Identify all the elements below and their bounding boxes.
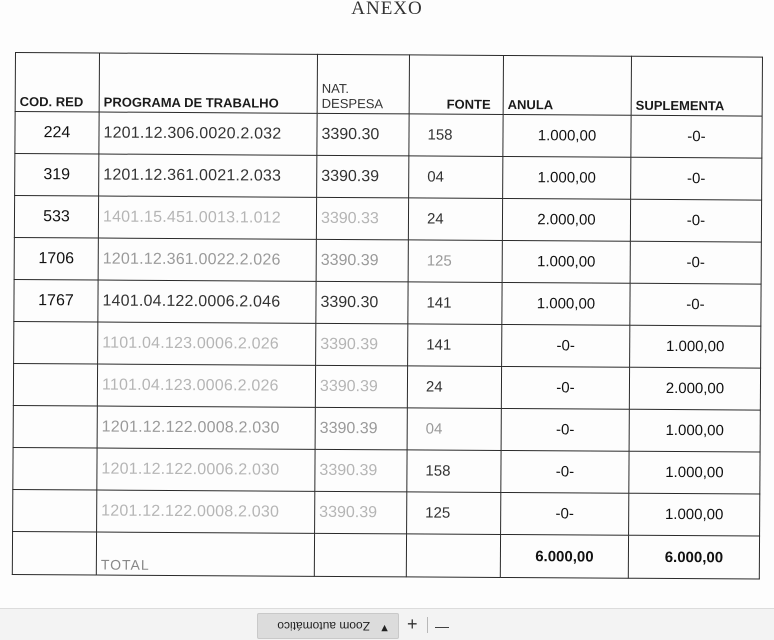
header-suplementa: SUPLEMENTA [631,56,762,116]
viewer-toolbar [0,608,774,640]
cell-cod: 1706 [14,237,98,280]
cell-nat: 3390.39 [317,155,409,198]
cell-nat: 3390.39 [316,323,408,366]
cell-anula: 2.000,00 [502,198,630,241]
cell-nat: 3390.30 [316,281,408,324]
cell-fonte: 04 [407,408,501,451]
cell-anula: 1.000,00 [502,282,630,325]
cell-cod: 1767 [14,279,98,322]
cell-programa: 1201.12.122.0008.2.030 [97,490,315,533]
cell-cod [13,447,97,490]
total-suplementa: 6.000,00 [628,535,759,579]
cell-anula: -0- [501,408,629,451]
cell-nat: 3390.30 [317,113,409,156]
cell-programa: 1201.12.361.0022.2.026 [98,238,316,281]
cell-fonte: 158 [407,450,501,493]
cell-suplementa: 2.000,00 [629,367,760,410]
cell-fonte: 141 [408,282,502,325]
table-row [14,279,761,326]
cell-nat: 3390.33 [316,197,408,240]
table-row [13,489,760,536]
cell-nat: 3390.39 [315,365,407,408]
cell-cod [13,363,97,406]
cell-suplementa: 1.000,00 [629,451,760,494]
cell-suplementa: -0- [630,283,761,326]
cell-suplementa: -0- [631,115,762,158]
cell-empty [12,531,96,575]
cell-programa: 1201.12.122.0006.2.030 [97,448,315,491]
cell-suplementa: -0- [631,157,762,200]
cell-anula: -0- [501,366,629,409]
header-cod: COD. RED [15,53,99,113]
cell-suplementa: 1.000,00 [629,409,760,452]
cell-suplementa: 1.000,00 [629,493,760,536]
header-anula: ANULA [503,55,631,115]
table-row [13,447,760,494]
header-fonte: FONTE [409,55,503,115]
cell-fonte: 125 [407,492,501,535]
document-title: ANEXO [351,0,423,19]
cell-fonte: 04 [409,156,503,199]
chevron-down-icon: ▼ [379,622,390,634]
cell-programa: 1201.12.122.0008.2.030 [97,406,315,449]
cell-empty [406,534,500,578]
cell-cod: 533 [14,196,98,239]
header-programa: PROGRAMA DE TRABALHO [99,53,317,113]
cell-suplementa: -0- [630,199,761,242]
cell-suplementa: 1.000,00 [630,325,761,368]
table-row [15,112,762,159]
cell-programa: 1401.15.451.0013.1.012 [98,196,316,239]
cell-cod [13,405,97,448]
header-nat [317,54,409,114]
table-row [13,363,760,410]
cell-fonte: 24 [408,198,502,241]
table-header-row [15,53,762,117]
cell-anula: -0- [501,450,629,493]
cell-cod [13,489,97,532]
cell-fonte: 158 [409,114,503,157]
cell-programa: 1101.04.123.0006.2.026 [97,364,315,407]
table-row [14,237,761,284]
cell-fonte: 141 [408,324,502,367]
cell-anula: -0- [502,324,630,367]
cell-programa: 1201.12.306.0020.2.032 [99,112,317,155]
zoom-out-button[interactable]: — [435,618,449,634]
cell-cod: 224 [15,112,99,155]
zoom-select[interactable] [257,613,399,639]
total-row [12,531,759,579]
cell-empty [314,533,406,577]
cell-nat: 3390.39 [315,491,407,534]
cell-anula: 1.000,00 [503,114,631,157]
toolbar-separator [427,617,428,633]
cell-anula: 1.000,00 [503,156,631,199]
cell-suplementa: -0- [630,241,761,284]
cell-cod [14,321,98,364]
cell-cod: 319 [15,154,99,197]
cell-programa: 1401.04.122.0006.2.046 [98,280,316,323]
total-label: TOTAL [96,532,314,576]
table-row [15,154,762,201]
cell-nat: 3390.39 [316,239,408,282]
header-nat-line1: NAT. [321,80,350,97]
cell-anula: -0- [501,492,629,535]
table-row [14,321,761,368]
header-nat-line2: DESPESA [321,95,384,112]
total-anula: 6.000,00 [500,534,628,578]
zoom-in-button[interactable]: + [407,614,418,634]
cell-fonte: 24 [407,366,501,409]
zoom-select-label: Zoom automático [277,619,370,633]
cell-fonte: 125 [408,240,502,283]
table-row [14,196,761,243]
cell-nat: 3390.39 [315,449,407,492]
cell-programa: 1101.04.123.0006.2.026 [98,322,316,365]
cell-nat: 3390.39 [315,407,407,450]
table-row [13,405,760,452]
budget-table [12,52,763,580]
cell-anula: 1.000,00 [502,240,630,283]
cell-programa: 1201.12.361.0021.2.033 [99,154,317,197]
